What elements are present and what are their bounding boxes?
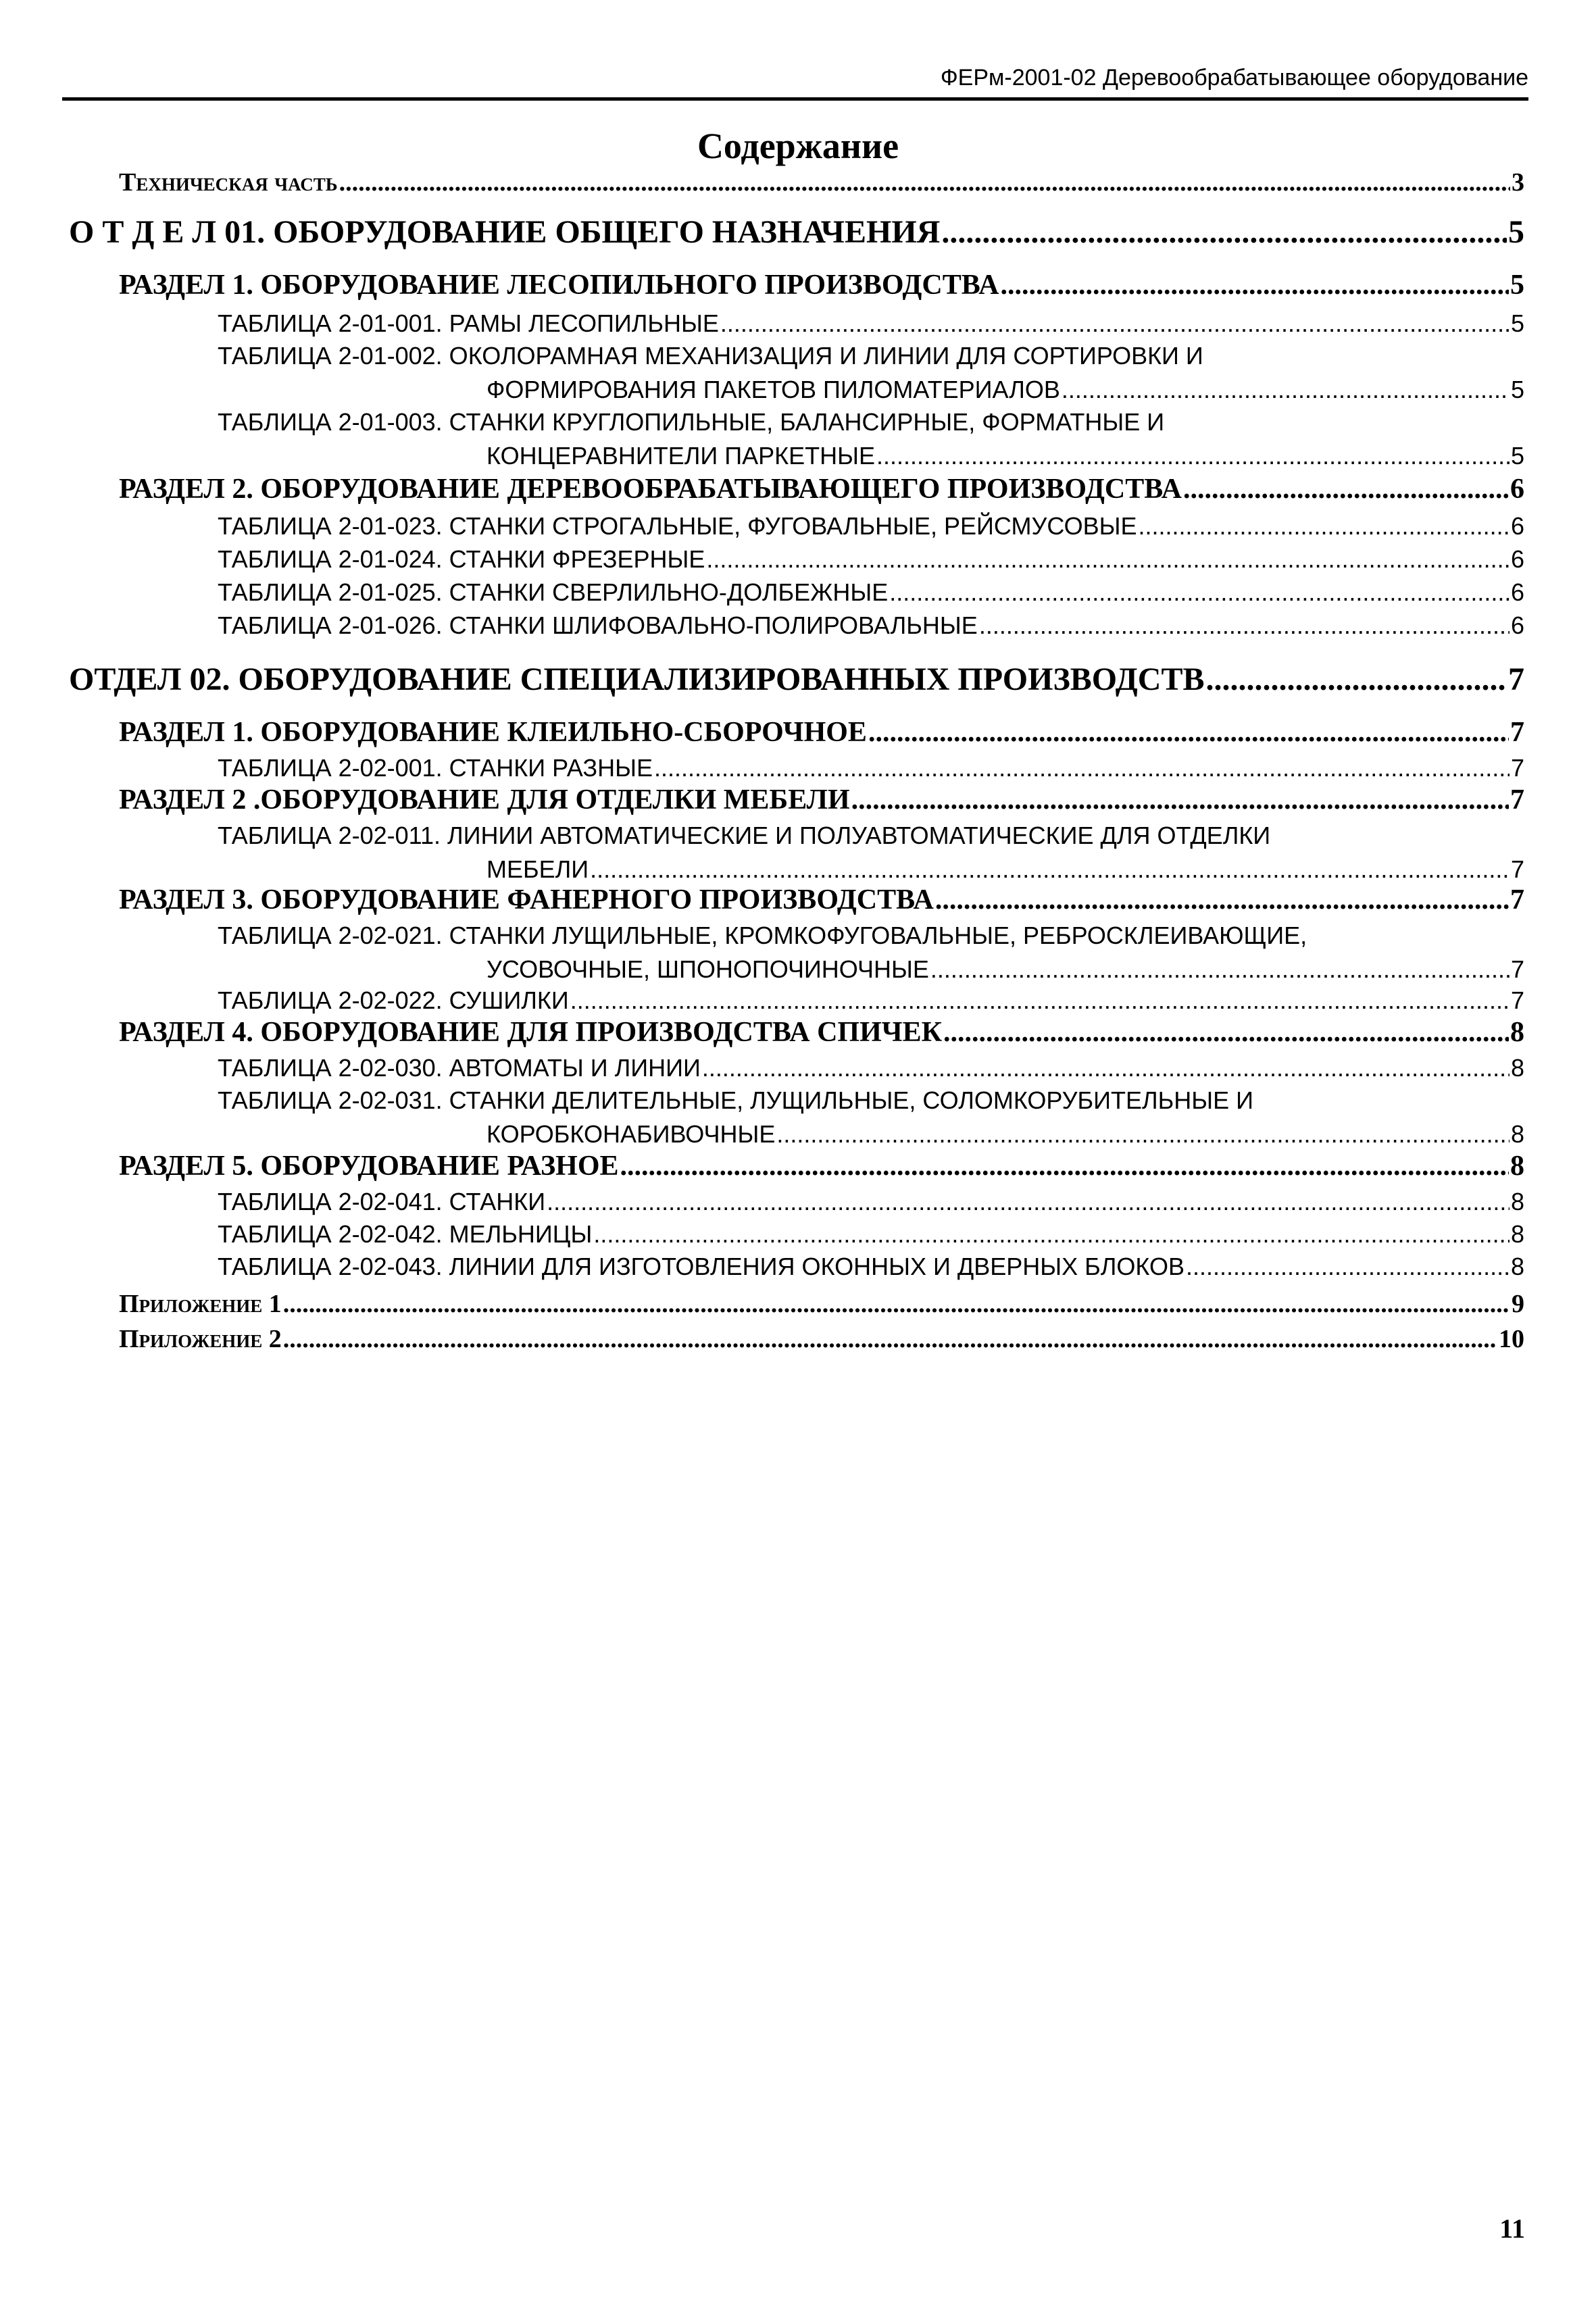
toc-page-number: 7	[1510, 955, 1524, 983]
toc-page-number: 5	[1508, 214, 1524, 250]
toc-leader-dots	[1000, 269, 1509, 301]
toc-page-number: 7	[1510, 884, 1524, 915]
toc-label: Техническая часть	[119, 168, 338, 197]
toc-label: ТАБЛИЦА 2-01-024. СТАНКИ ФРЕЗЕРНЫЕ	[218, 545, 705, 573]
toc-page-number: 8	[1510, 1253, 1524, 1280]
toc-entry-razdel-4-02[interactable]	[119, 1016, 1524, 1049]
toc-entry-razdel-1-02[interactable]	[119, 716, 1524, 749]
toc-label: РАЗДЕЛ 1. ОБОРУДОВАНИЕ КЛЕИЛЬНО-СБОРОЧНОЕ	[119, 717, 867, 748]
toc-leader-dots	[979, 611, 1510, 640]
toc-leader-dots	[570, 986, 1510, 1015]
toc-label-line-2: УСОВОЧНЫЕ, ШПОНОПОЧИНОЧНЫЕ	[487, 955, 929, 983]
toc-leader-dots	[1062, 376, 1510, 404]
toc-label: ОТДЕЛ 02. ОБОРУДОВАНИЕ СПЕЦИАЛИЗИРОВАННЫХ ПРОИЗВОДСТВ	[69, 661, 1205, 697]
toc-page-number: 8	[1510, 1151, 1524, 1182]
toc-label: РАЗДЕЛ 2. ОБОРУДОВАНИЕ ДЕРЕВООБРАБАТЫВАЮЩЕГО ПРОИЗВОДСТВА	[119, 474, 1182, 505]
toc-page-number: 5	[1510, 376, 1524, 403]
toc-label: РАЗДЕЛ 2 .ОБОРУДОВАНИЕ ДЛЯ ОТДЕЛКИ МЕБЕЛИ	[119, 784, 850, 815]
toc-label: О Т Д Е Л 01. ОБОРУДОВАНИЕ ОБЩЕГО НАЗНАЧЕНИЯ	[69, 214, 941, 250]
toc-page-number: 8	[1510, 1188, 1524, 1215]
toc-label: ТАБЛИЦА 2-01-023. СТАНКИ СТРОГАЛЬНЫЕ, ФУГОВАЛЬНЫЕ, РЕЙСМУСОВЫЕ	[218, 512, 1137, 540]
toc-entry-table-2-01-026[interactable]	[218, 611, 1524, 640]
toc-label-line-1: ТАБЛИЦА 2-01-002. ОКОЛОРАМНАЯ МЕХАНИЗАЦИЯ И ЛИНИИ ДЛЯ СОРТИРОВКИ И	[218, 342, 1203, 370]
toc-label: ТАБЛИЦА 2-01-025. СТАНКИ СВЕРЛИЛЬНО-ДОЛБЕЖНЫЕ	[218, 578, 889, 606]
toc-leader-dots	[654, 754, 1510, 782]
toc-label: ТАБЛИЦА 2-02-042. МЕЛЬНИЦЫ	[218, 1220, 593, 1248]
toc-leader-dots	[620, 1150, 1509, 1182]
toc-label-line-2: ФОРМИРОВАНИЯ ПАКЕТОВ ПИЛОМАТЕРИАЛОВ	[487, 376, 1060, 403]
toc-page-number: 7	[1510, 754, 1524, 782]
toc-leader-dots	[283, 1289, 1510, 1319]
page-title: Содержание	[697, 126, 899, 166]
toc-leader-dots	[702, 1054, 1510, 1082]
toc-page-number: 8	[1510, 1017, 1524, 1048]
toc-page-number: 3	[1512, 168, 1524, 197]
toc-label: РАЗДЕЛ 5. ОБОРУДОВАНИЕ РАЗНОЕ	[119, 1151, 619, 1182]
toc-entry-razdel-3-02[interactable]	[119, 884, 1524, 916]
header-text: ФЕРм-2001-02 Деревообрабатывающее оборудование	[940, 65, 1528, 91]
toc-page-number: 6	[1510, 545, 1524, 573]
toc-entry-table-2-02-001[interactable]	[218, 754, 1524, 782]
toc-label: ТАБЛИЦА 2-01-026. СТАНКИ ШЛИФОВАЛЬНО-ПОЛИРОВАЛЬНЫЕ	[218, 611, 978, 639]
toc-label: ТАБЛИЦА 2-02-022. СУШИЛКИ	[218, 986, 569, 1014]
toc-leader-dots	[941, 213, 1507, 251]
toc-entry-appendix-1[interactable]	[119, 1289, 1524, 1319]
toc-label: ТАБЛИЦА 2-02-001. СТАНКИ РАЗНЫЕ	[218, 754, 653, 782]
toc-page-number: 7	[1510, 717, 1524, 748]
toc-leader-dots	[339, 168, 1510, 197]
toc-page-number: 7	[1510, 855, 1524, 883]
toc-leader-dots	[851, 784, 1509, 816]
toc-label-line-2: КОРОБКОНАБИВОЧНЫЕ	[487, 1120, 776, 1148]
toc-entry-table-2-02-041[interactable]	[218, 1188, 1524, 1216]
toc-label: РАЗДЕЛ 3. ОБОРУДОВАНИЕ ФАНЕРНОГО ПРОИЗВОДСТВА	[119, 884, 934, 915]
toc-entry-tech[interactable]	[119, 168, 1524, 197]
toc-leader-dots	[868, 716, 1509, 749]
toc-entry-table-2-02-022[interactable]	[218, 986, 1524, 1015]
toc-label: Приложение 2	[119, 1325, 282, 1353]
toc-page-number: 7	[1508, 661, 1524, 697]
toc-leader-dots	[1183, 473, 1509, 505]
toc-leader-dots	[593, 1220, 1510, 1249]
toc-entry-table-2-01-003[interactable]	[218, 408, 1524, 470]
toc-entry-otdel-02[interactable]	[69, 661, 1524, 698]
toc-page-number: 7	[1510, 986, 1524, 1014]
toc-label: РАЗДЕЛ 4. ОБОРУДОВАНИЕ ДЛЯ ПРОИЗВОДСТВА СПИЧЕК	[119, 1017, 943, 1048]
toc-label-line-2: МЕБЕЛИ	[487, 855, 589, 883]
toc-page-number: 6	[1510, 474, 1524, 505]
toc-leader-dots	[776, 1120, 1510, 1149]
toc-leader-dots	[590, 855, 1510, 884]
toc-page-number: 7	[1510, 784, 1524, 815]
toc-entry-razdel-1[interactable]	[119, 269, 1524, 301]
toc-leader-dots	[1186, 1253, 1510, 1281]
toc-leader-dots	[930, 955, 1510, 984]
toc-entry-table-2-01-023[interactable]	[218, 512, 1524, 540]
toc-page-number: 8	[1510, 1120, 1524, 1148]
toc-leader-dots	[283, 1324, 1497, 1354]
toc-entry-otdel-01[interactable]	[69, 213, 1524, 251]
toc-leader-dots	[1205, 661, 1507, 698]
toc-entry-appendix-2[interactable]	[119, 1324, 1524, 1354]
toc-entry-table-2-02-030[interactable]	[218, 1054, 1524, 1082]
toc-page-number: 5	[1510, 442, 1524, 470]
toc-label: ТАБЛИЦА 2-01-001. РАМЫ ЛЕСОПИЛЬНЫЕ	[218, 309, 719, 337]
toc-entry-table-2-01-002[interactable]	[218, 342, 1524, 404]
toc-leader-dots	[876, 442, 1510, 470]
toc-leader-dots	[720, 309, 1510, 338]
toc-label: ТАБЛИЦА 2-02-043. ЛИНИИ ДЛЯ ИЗГОТОВЛЕНИЯ ОКОННЫХ И ДВЕРНЫХ БЛОКОВ	[218, 1253, 1184, 1280]
toc-leader-dots	[943, 1016, 1509, 1049]
toc-leader-dots	[1138, 512, 1509, 540]
toc-page-number: 8	[1510, 1220, 1524, 1248]
toc-entry-table-2-01-024[interactable]	[218, 545, 1524, 574]
toc-label-line-1: ТАБЛИЦА 2-01-003. СТАНКИ КРУГЛОПИЛЬНЫЕ, БАЛАНСИРНЫЕ, ФОРМАТНЫЕ И	[218, 408, 1165, 436]
toc-page-number: 9	[1512, 1290, 1524, 1318]
toc-label-line-1: ТАБЛИЦА 2-02-031. СТАНКИ ДЕЛИТЕЛЬНЫЕ, ЛУЩИЛЬНЫЕ, СОЛОМКОРУБИТЕЛЬНЫЕ И	[218, 1086, 1254, 1114]
toc-entry-razdel-5-02[interactable]	[119, 1150, 1524, 1182]
toc-leader-dots	[935, 884, 1509, 916]
toc-page-number: 6	[1510, 578, 1524, 606]
toc-label: ТАБЛИЦА 2-02-030. АВТОМАТЫ И ЛИНИИ	[218, 1054, 701, 1082]
toc-page-number: 5	[1510, 270, 1524, 301]
running-header	[62, 59, 1528, 101]
toc-label: РАЗДЕЛ 1. ОБОРУДОВАНИЕ ЛЕСОПИЛЬНОГО ПРОИЗВОДСТВА	[119, 270, 999, 301]
page-number: 11	[1499, 2213, 1525, 2244]
toc-entry-table-2-02-011[interactable]	[218, 822, 1524, 884]
toc-entry-table-2-02-043[interactable]	[218, 1253, 1524, 1281]
toc-page-number: 6	[1510, 611, 1524, 639]
toc-label: Приложение 1	[119, 1290, 282, 1318]
toc-label: ТАБЛИЦА 2-02-041. СТАНКИ	[218, 1188, 546, 1215]
toc-entry-table-2-02-021[interactable]	[218, 922, 1524, 984]
toc-entry-table-2-02-031[interactable]	[218, 1086, 1524, 1149]
toc-leader-dots	[706, 545, 1510, 574]
toc-entry-razdel-2-02[interactable]	[119, 784, 1524, 816]
toc-label-line-1: ТАБЛИЦА 2-02-021. СТАНКИ ЛУЩИЛЬНЫЕ, КРОМКОФУГОВАЛЬНЫЕ, РЕБРОСКЛЕИВАЮЩИЕ,	[218, 922, 1307, 949]
toc-label-line-2: КОНЦЕРАВНИТЕЛИ ПАРКЕТНЫЕ	[487, 442, 875, 470]
toc-leader-dots	[889, 578, 1510, 607]
toc-page-number: 8	[1510, 1054, 1524, 1082]
toc-label-line-1: ТАБЛИЦА 2-02-011. ЛИНИИ АВТОМАТИЧЕСКИЕ И ПОЛУАВТОМАТИЧЕСКИЕ ДЛЯ ОТДЕЛКИ	[218, 822, 1271, 849]
toc-leader-dots	[547, 1188, 1510, 1216]
toc-entry-razdel-2[interactable]	[119, 473, 1524, 505]
toc-page-number: 6	[1510, 512, 1524, 540]
toc-entry-table-2-02-042[interactable]	[218, 1220, 1524, 1249]
toc-entry-table-2-01-001[interactable]	[218, 309, 1524, 338]
toc-page-number: 5	[1510, 309, 1524, 337]
toc-entry-table-2-01-025[interactable]	[218, 578, 1524, 607]
toc-page-number: 10	[1499, 1325, 1524, 1353]
